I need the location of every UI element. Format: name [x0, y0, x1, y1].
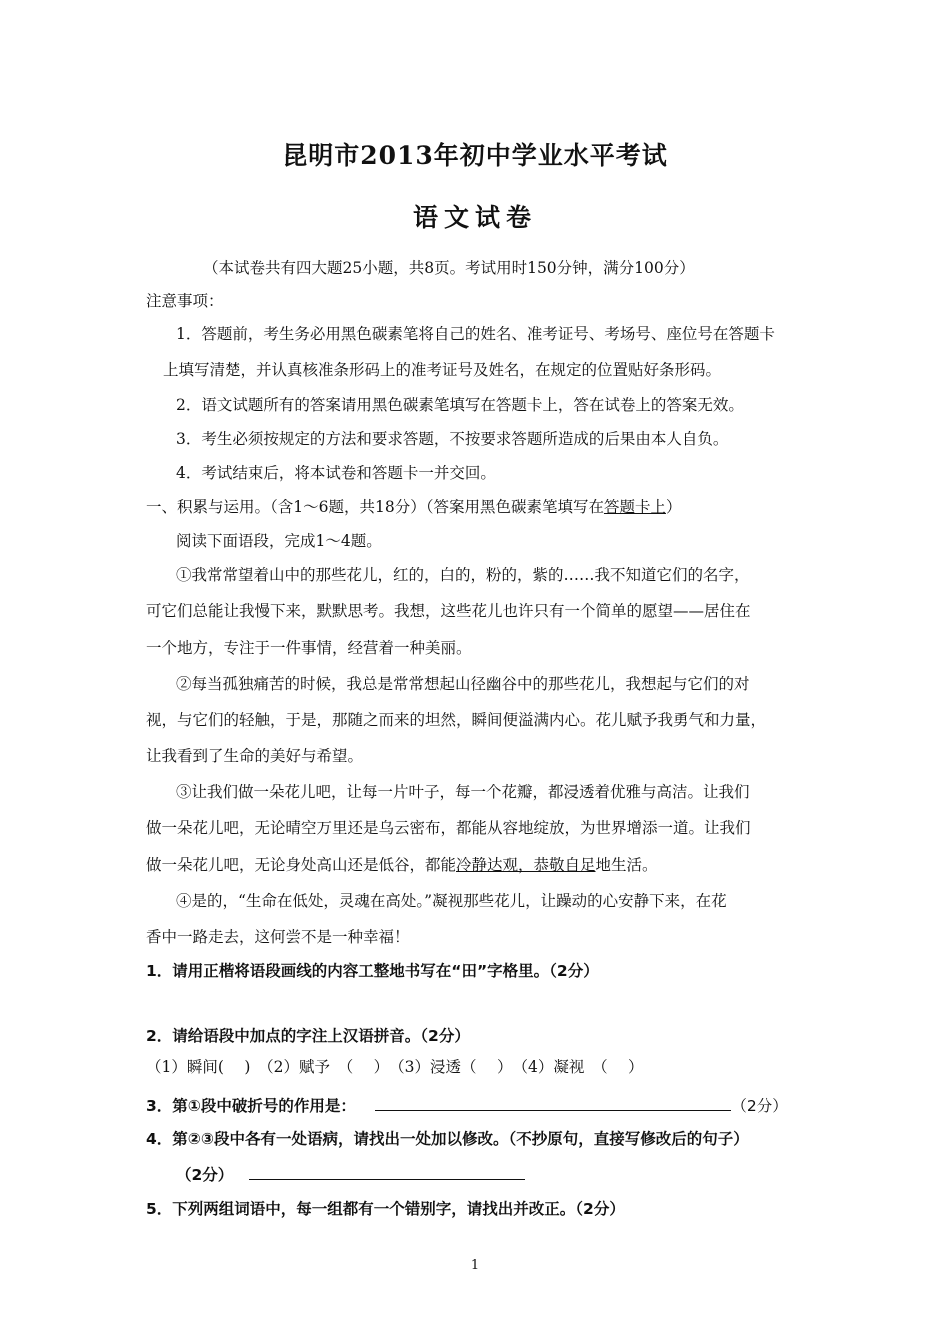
question-3 — [146, 1094, 788, 1116]
passage-p3-line-1: ③让我们做一朵花儿吧，让每一片叶子，每一个花瓣，都浸透着优雅与高洁。让我们 — [176, 783, 750, 801]
question-1: 1．请用正楷将语段画线的内容工整地书写在“田”字格里。（2分） — [146, 962, 599, 980]
question-4-line-1: 4．第②③段中各有一处语病，请找出一处加以修改。（不抄原句，直接写修改后的句子） — [146, 1130, 749, 1148]
question-2: 2．请给语段中加点的字注上汉语拼音。（2分） — [146, 1027, 470, 1045]
passage-p4-line-1: ④是的，“生命在低处，灵魂在高处。”凝视那些花儿，让躁动的心安静下来，在花 — [176, 892, 727, 910]
notice-item-3: 3．考生必须按规定的方法和要求答题，不按要求答题所造成的后果由本人自负。 — [176, 430, 729, 448]
answer-card-text: 答题卡上 — [603, 498, 666, 516]
question-4-answer-blank[interactable] — [249, 1163, 525, 1180]
passage-p3-line-3-a: 做一朵花儿吧，无论身处高山还是低谷，都能 — [146, 856, 457, 874]
passage-p2-line-1: ②每当孤独痛苦的时候，我总是常常想起山径幽谷中的那些花儿，我想起与它们的对 — [176, 675, 750, 693]
exam-subtitle: 语文试卷 — [412, 203, 537, 232]
question-5: 5．下列两组词语中，每一组都有一个错别字，请找出并改正。（2分） — [146, 1200, 625, 1218]
passage-p1-line-2: 可它们总能让我慢下来，默默思考。我想，这些花儿也许只有一个简单的愿望——居住在 — [146, 602, 751, 620]
notice-item-2: 2．语文试题所有的答案请用黑色碳素笔填写在答题卡上，答在试卷上的答案无效。 — [176, 396, 744, 414]
passage-p2-line-2: 视，与它们的轻触，于是，那随之而来的坦然，瞬间便溢满内心。花儿赋予我勇气和力量， — [146, 711, 767, 729]
passage-p3-line-3-b: 地生活。 — [595, 856, 658, 874]
question-3-score: （2分） — [731, 1097, 788, 1115]
notice-heading: 注意事项： — [146, 292, 224, 310]
passage-p3-line-2: 做一朵花儿吧，无论晴空万里还是乌云密布，都能从容地绽放，为世界增添一道。让我们 — [146, 819, 751, 837]
passage-p4-line-2: 香中一路走去，这何尝不是一种幸福！ — [146, 928, 410, 946]
question-4-line-2 — [176, 1163, 525, 1185]
notice-item-1-line-1: 1．答题前，考生务必用黑色碳素笔将自己的姓名、准考证号、考场号、座位号在答题卡 — [176, 325, 775, 343]
exam-title: 昆明市2013年初中学业水平考试 — [282, 141, 668, 170]
question-3-answer-blank[interactable] — [375, 1094, 731, 1111]
underlined-phrase: 冷静达观，恭敬自足 — [456, 856, 596, 874]
question-3-text: 3．第①段中破折号的作用是： — [146, 1097, 356, 1115]
section-1-heading — [146, 495, 681, 517]
question-4-score: （2分） — [176, 1166, 234, 1184]
section-1-heading-a: 一、积累与运用。（含1～6题，共18分）（答案用黑色碳素笔填写在 — [146, 498, 604, 516]
question-2-options: （1）瞬间( ) （2）赋予 （ ） （3）浸透（ ） （4）凝视 （ ） — [146, 1058, 644, 1076]
reading-instruction: 阅读下面语段，完成1～4题。 — [176, 532, 382, 550]
notice-item-1-line-2: 上填写清楚，并认真核准条形码上的准考证号及姓名，在规定的位置贴好条形码。 — [163, 361, 722, 379]
page-number: 1 — [470, 1258, 480, 1273]
section-1-heading-b: ） — [665, 498, 682, 516]
passage-p3-line-3 — [146, 853, 658, 875]
notice-item-4: 4．考试结束后，将本试卷和答题卡一并交回。 — [176, 464, 496, 482]
passage-p1-line-3: 一个地方，专注于一件事情，经营着一种美丽。 — [146, 639, 472, 657]
passage-p2-line-3: 让我看到了生命的美好与希望。 — [146, 747, 364, 765]
passage-p1-line-1: ①我常常望着山中的那些花儿，红的，白的，粉的，紫的……我不知道它们的名字， — [176, 566, 750, 584]
exam-info: （本试卷共有四大题25小题，共8页。考试用时150分钟，满分100分） — [203, 259, 695, 277]
